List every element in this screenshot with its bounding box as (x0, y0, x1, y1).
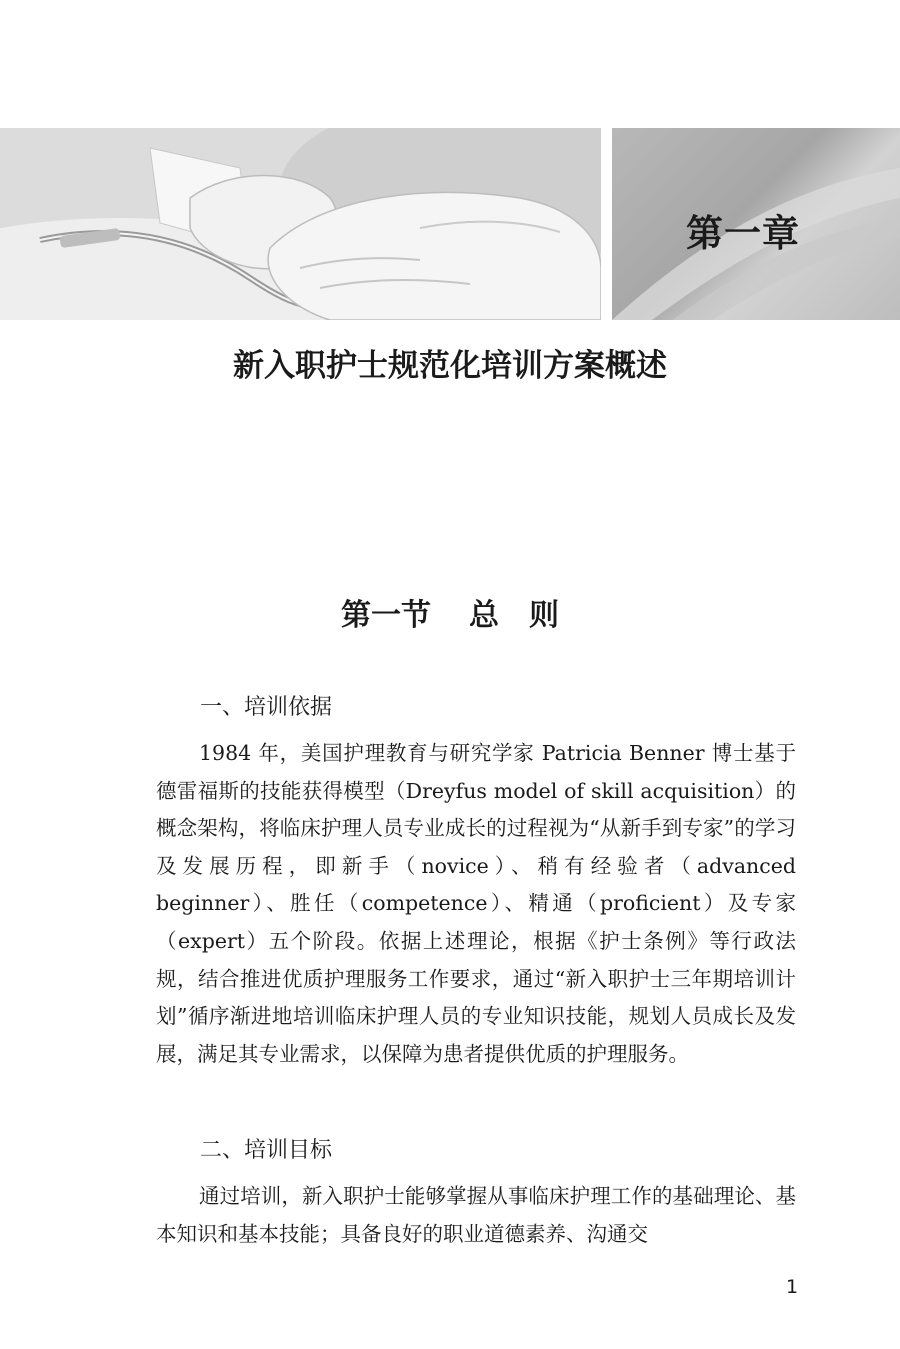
section-name-char-2: 则 (529, 598, 559, 633)
paragraph-training-goals: 通过培训，新入职护士能够掌握从事临床护理工作的基础理论、基本知识和基本技能；具备良好的职业道德素养、沟通交 (156, 1184, 796, 1246)
chapter-label: 第一章 (686, 212, 800, 255)
section-name-char-1: 总 (469, 598, 499, 633)
page-number: 1 (786, 1276, 799, 1298)
heading-training-goals: 二、培训目标 (200, 1138, 333, 1163)
section-title (0, 590, 900, 634)
gloved-hands-image (0, 128, 601, 320)
chapter-title: 新入职护士规范化培训方案概述 (233, 348, 667, 384)
paragraph-training-basis: 1984 年，美国护理教育与研究学家 Patricia Benner 博士基于德雷福斯的技能获得模型（Dreyfus model of skill acquisition）的概念架构，将临床护理人员专业成长的过程视为“从新手到专家”的学习及发展历程，即新手（novice）、稍有经验者（advanced beginner）、胜任（competence）、精通（proficient）及专家（expert）五个阶段。依据上述理论，根据《护士条例》等行政法规，结合推进优质护理服务工作要求，通过“新入职护士三年期培训计划”循序渐进地培训临床护理人员的专业知识技能，规划人员成长及发展，满足其专业需求，以保障为患者提供优质的护理服务。 (156, 741, 796, 1066)
heading-training-basis: 一、培训依据 (200, 695, 333, 720)
section-number: 第一节 (341, 598, 431, 633)
banner-photo (0, 128, 601, 320)
